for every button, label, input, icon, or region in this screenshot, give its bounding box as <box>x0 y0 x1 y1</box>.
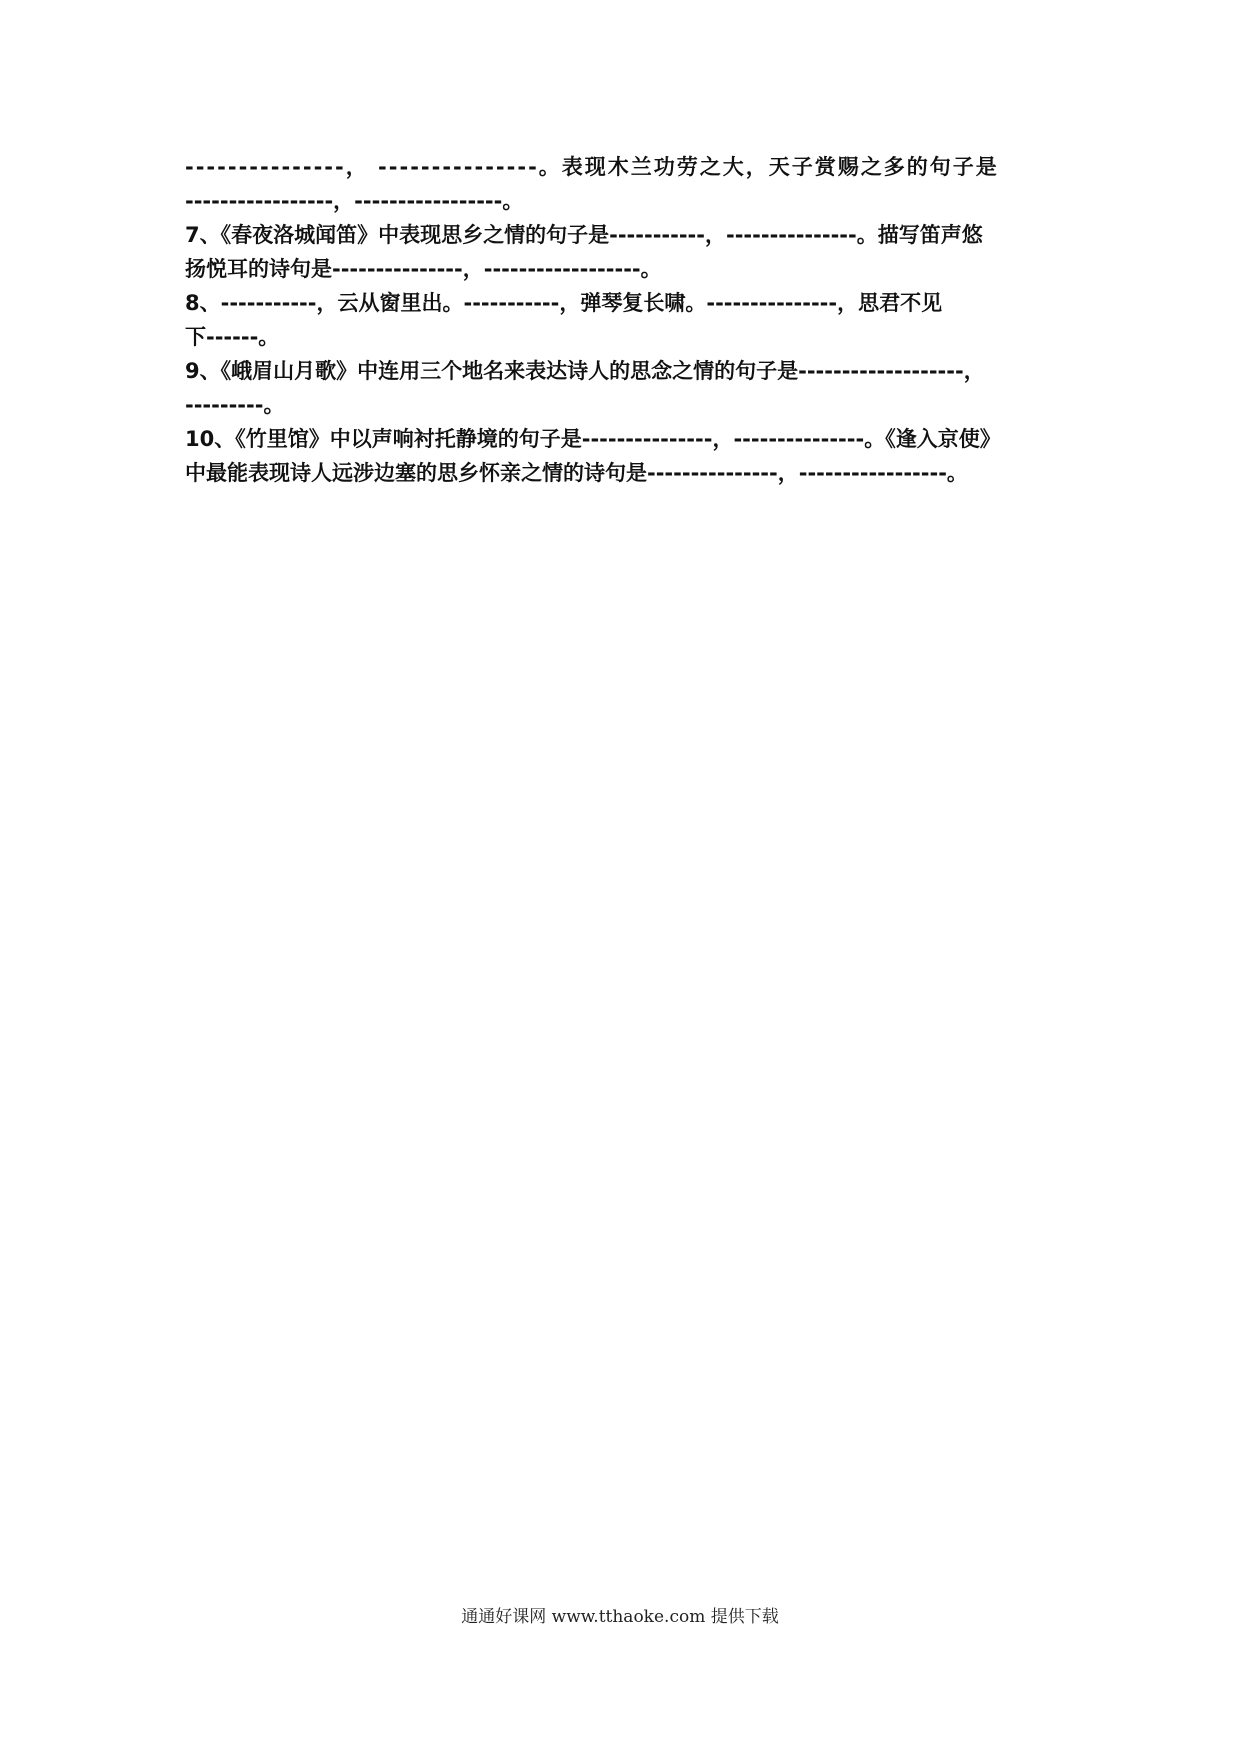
question-10-line-1: 10、《竹里馆》中以声响衬托静境的句子是---------------，---------------。《逢入京使》 <box>185 427 1001 451</box>
question-text-block <box>185 150 1065 490</box>
question-9-line-2: ---------。 <box>185 393 285 417</box>
question-7-line-1: 7、《春夜洛城闻笛》中表现思乡之情的句子是-----------，---------------。描写笛声悠 <box>185 223 983 247</box>
question-9-line-1: 9、《峨眉山月歌》中连用三个地名来表达诗人的思念之情的句子是-------------------， <box>185 359 985 383</box>
page-footer: 通通好课网 www.tthaoke.com 提供下载 <box>461 1607 779 1627</box>
question-8-line-1: 8、-----------，云从窗里出。-----------，弹琴复长啸。---------------，思君不见 <box>185 291 943 315</box>
question-6-line-2: -----------------，-----------------。 <box>185 189 524 213</box>
question-10-line-2: 中最能表现诗人远涉边塞的思乡怀亲之情的诗句是---------------，-----------------。 <box>185 461 968 485</box>
question-8-line-2: 下------。 <box>185 325 280 349</box>
question-7-line-2: 扬悦耳的诗句是---------------，------------------。 <box>185 257 662 281</box>
question-6-line-1: ---------------， ---------------。表现木兰功劳之大，天子赏赐之多的句子是 <box>185 155 999 179</box>
